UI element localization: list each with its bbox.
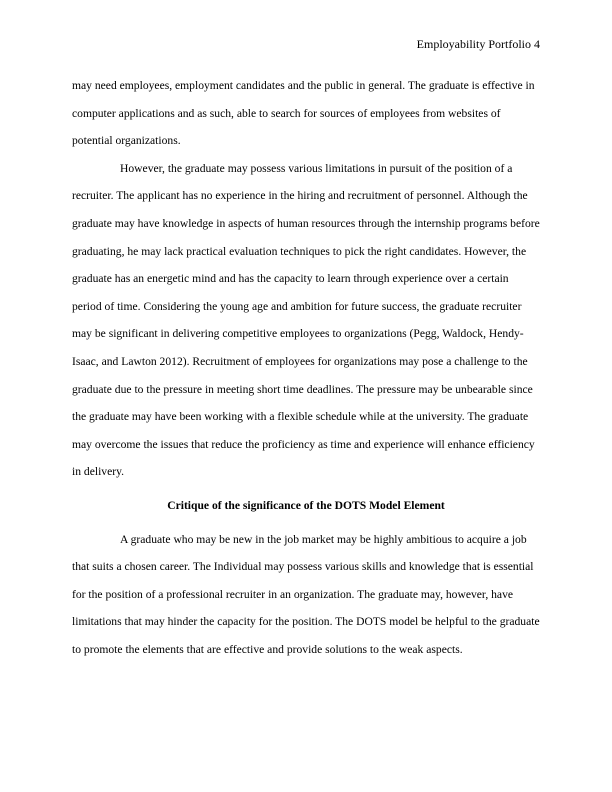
paragraph-continuation: may need employees, employment candidates and the public in general. The graduate is effective in computer applications and as such, able to search for sources of employees from websites of potential organizations. — [72, 79, 535, 148]
section-heading: Critique of the significance of the DOTS Model Element — [167, 498, 445, 512]
running-head: Employability Portfolio 4 — [416, 37, 540, 51]
paragraph-dots-intro: A graduate who may be new in the job market may be highly ambitious to acquire a job that suits a chosen career. The Individual may possess various skills and knowledge that is essential for the position of a professional recruiter in an organization. The graduate may, however, have limitations that may hinder the capacity for the position. The DOTS model be helpful to the graduate to promote the elements that are effective and provide solutions to the weak aspects. — [72, 532, 540, 656]
paragraph-limitations: However, the graduate may possess various limitations in pursuit of the position of a recruiter. The applicant has no experience in the hiring and recruitment of personnel. Although the graduate may have knowledge in aspects of human resources through the internship programs before graduating, he may lack practical evaluation techniques to pick the right candidates. However, the graduate has an energetic mind and has the capacity to learn through experience over a certain period of time. Considering the young age and ambition for future success, the graduate recruiter may be significant in delivering competitive employees to organizations (Pegg, Waldock, Hendy-Isaac, and Lawton 2012). Recruitment of employees for organizations may pose a challenge to the graduate due to the pressure in meeting short time deadlines. The pressure may be unbearable since the graduate may have been working with a flexible schedule while at the university. The graduate may overcome the issues that reduce the proficiency as time and experience will enhance efficiency in delivery. — [72, 161, 540, 479]
document-body — [72, 72, 540, 663]
